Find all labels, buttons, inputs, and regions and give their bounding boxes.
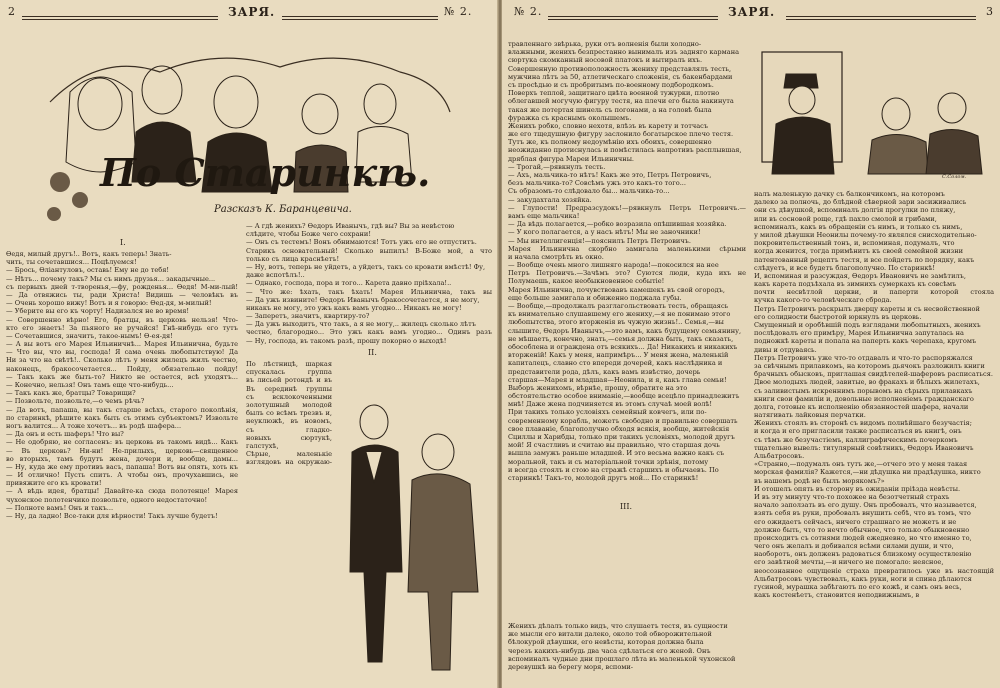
text-line: И, вспоминая и разсуждая, Ѳедоръ Ивановичъ не замѣтилъ, xyxy=(754,271,966,280)
text-line: далеко за полночь, до блѣдной сѣверной зари засиживались xyxy=(754,198,967,207)
story-title: По Старинкѣ. xyxy=(100,150,431,195)
right-text-column-1 xyxy=(508,40,746,482)
text-line: безъ мальчика-то? Совсѣмъ ужъ это какъ-то того... xyxy=(508,179,686,188)
text-line: — Да вотъ, папаша, вы такъ старше всѣхъ, старого поколѣнія, xyxy=(6,405,238,414)
text-line: — Позвольте, позвольте,—о чемъ рѣчь? xyxy=(6,397,145,406)
text-line: Женихъ робко, словно нехотя, влѣзъ въ карету и тотчасъ xyxy=(508,121,709,130)
text-line: съ гладко- xyxy=(246,425,332,434)
text-line: по старинкѣ, рѣшите какъ быть съ этимъ субъектомъ? Извольте xyxy=(6,413,238,422)
text-line: вспоминалъ чудные дни прошлаго лѣта въ маленькой чухонской xyxy=(508,654,736,663)
text-line: Ѳедя, милый другъ!.. Вотъ, какъ теперь! Знать- xyxy=(6,250,172,258)
text-line: брачныхъ обысковъ, приглашая свидѣтелей-шаферовъ расписаться. xyxy=(754,370,993,379)
text-line: старшая—Марея и младшая—Неонила, и я, какъ глава семьи! xyxy=(508,375,727,384)
text-line: — Такъ какъ же быть-то? Никто не остается, всѣ уходятъ... xyxy=(6,372,238,381)
text-line: послѣдовалъ его примѣру, Марея Ильинична запуталась на xyxy=(754,329,964,338)
text-line: — У кого полагается, а у насъ нѣтъ! Мы не заночники! xyxy=(508,228,701,237)
text-line: деревушкѣ на берегу моря, вспоми- xyxy=(508,662,634,671)
text-line: Петръ Петровичъ.—Зачѣмъ это? Суются люди, куда ихъ не xyxy=(508,269,746,278)
left-page xyxy=(0,0,498,688)
text-line: — Трогай,—рявкнулъ тесть. xyxy=(508,162,606,171)
text-line: Петръ Петровичъ уже что-то отдавалъ и что-то распоряжался xyxy=(754,353,973,362)
artist-signature: С.Солом. xyxy=(942,174,967,180)
text-line: Петръ Петровичъ раскрылъ дверцу кареты и съ несвойственной xyxy=(754,304,980,313)
text-line: слѣдите, чтобы Боже чего сохрани! xyxy=(246,230,371,239)
text-line: дивы и отдуваясь. xyxy=(754,345,817,354)
text-line: Выборъ женихомъ, вѣрнѣе, прошу, обратите на это xyxy=(508,383,688,392)
text-line: вспоминалъ, какъ въ обращеніи съ нимъ, и только съ нимъ, xyxy=(754,222,963,231)
text-line: — Въ церковь? Ни-ни! Не-прилыхъ, церковь—священное xyxy=(6,446,238,455)
text-line: И въ эту минуту что-то похожее на безотчетный страхъ xyxy=(754,492,950,501)
text-line: Старикъ основательный! Сколько выпилъ! В-Боже мой, а что xyxy=(246,246,492,255)
text-line: галстухѣ, xyxy=(246,441,279,450)
text-line: — Да онъ и есть шаферъ! Что вы? xyxy=(6,430,124,439)
text-line: спускалась группа xyxy=(246,368,332,377)
text-line: Женихъ дѣлалъ только видъ, что слушаетъ тестя, въ сущности xyxy=(508,622,728,630)
text-line: или въ сосновой роще, гдѣ пахло смолой и грибами, xyxy=(754,214,937,223)
text-line: подножкѣ кареты и попала на паперть какъ черепаха, кругомъ xyxy=(754,337,977,346)
text-line: у милой дѣвушки Неонилы почему-то являлся снисходительно- xyxy=(754,230,977,239)
text-line: даже вспотѣлъ!.. xyxy=(246,271,305,280)
text-line: представители рода, дѣлъ, какъ вамъ извѣстно, дочерь xyxy=(508,367,701,376)
text-line: за свѣчнымъ прилавкомъ, на которомъ дьячокъ разложилъ книги xyxy=(754,361,985,370)
text-line: — Ну, вотъ, теперь не уйдетъ, а уйдетъ, такъ со кровати вмѣстѣ! Фу, xyxy=(246,262,486,271)
text-line: же его тщедушную фигуру заслонило богатырское плечо тестя. xyxy=(508,130,734,139)
text-line: — Уберите вы его къ чорту! Надизался не во время! xyxy=(6,307,190,316)
text-line: Поверхъ теплой, защитнаго цвѣта военной тужурки, плотно xyxy=(508,89,720,98)
text-line: — Заперетъ, значитъ, квартиру-то? xyxy=(246,312,370,321)
groom-illustration xyxy=(332,392,490,682)
text-line: И отошелъ опять въ сторону въ ожиданіи пріѣзда невѣсты. xyxy=(754,484,961,493)
chapter-number: I. xyxy=(120,238,126,247)
text-line: почти несвѣтлой церкви, и паперти которой стояла xyxy=(754,288,994,297)
text-line: не мѣшаетъ, конечно, знать,—семья должна быть, такъ сказать, xyxy=(508,334,734,343)
header-rule xyxy=(22,16,218,20)
header-rule xyxy=(786,16,976,20)
text-line: Полумаешь, какое необыкновенное событіе! xyxy=(508,277,665,286)
text-line: такая же потертая шинель съ погонами, а на головѣ была xyxy=(508,105,712,114)
text-line: морская фамилія? Кажется,—ни дѣдушка ни прадѣдушка, никто xyxy=(754,468,981,477)
text-line: мнѣ! Даже жена подчиняется въ этомъ случаѣ моей волѣ! xyxy=(508,400,713,409)
text-line: патентованный рецептъ тестя, и все пойдетъ по порядку, какъ xyxy=(754,255,975,264)
text-line: взять себя въ руки, пробовалъ внушить себѣ, что въ томъ, что xyxy=(754,509,971,518)
text-line: Смущенный и оробѣвшій подъ взглядами любопытныхъ, женихъ xyxy=(754,321,981,329)
text-line: Женихъ стоялъ въ сторонѣ съ видомъ полнѣйшаго безучастія; xyxy=(754,419,972,428)
issue-number: № 2. xyxy=(444,5,473,18)
text-line: съ первыхъ дней т-творенья,—фу, рожденья... Ѳедя! М-ми-лый! xyxy=(6,282,238,291)
masthead: ЗАРЯ. xyxy=(728,5,776,19)
text-line: — закудахтала хозяйка. xyxy=(508,195,592,204)
text-line: Сѣрые, маленькіе xyxy=(246,450,332,459)
text-line: влажными, женихъ безпрестанно вынималъ изъ задняго кармана xyxy=(508,48,740,57)
text-line: еще больше замигала и обиженно поджала губы. xyxy=(508,293,682,302)
text-line: его завѣтной мечты,—и ничего не помогало: неясное, xyxy=(754,558,944,567)
text-line: въ нашемъ родѣ не былъ морякомъ?» xyxy=(754,476,885,485)
left-text-column-2b xyxy=(246,360,332,466)
text-line: мой! Я счастливъ и считаю вы правильно, что старшая дочь xyxy=(508,441,720,450)
text-line: и всегда стоялъ и стою на стражѣ старшихъ и обычаевъ. По xyxy=(508,465,719,474)
text-line: — Да отвяжись ты, ради Христа! Видишь — человѣкъ въ xyxy=(6,290,238,299)
text-line: золотушный молодой xyxy=(246,400,332,409)
text-line: начало заползать въ его душу. Онъ пробовалъ, что называется, xyxy=(754,501,977,510)
text-line: въ лисьей ротондѣ и въ xyxy=(246,376,332,385)
left-text-column-1 xyxy=(6,250,238,520)
text-line: книги свои фамиліи и, довольные исполненіемъ гражданскаго xyxy=(754,394,974,403)
text-line: — Ну, господа, въ такомъ разѣ, прошу покорно о выходѣ! xyxy=(246,336,447,345)
text-line: съ просѣдью и съ пробритымъ по-военному подбородкомъ. xyxy=(508,80,714,89)
right-page xyxy=(502,0,1000,688)
text-line: травленнаго звѣрька, руки отъ волненія были холодно- xyxy=(508,40,702,48)
text-line: гусиной, мурашка забѣгаютъ по его кожѣ, и самъ онъ весь, xyxy=(754,583,962,591)
text-line: любопытства, этого вторженія въ чужую жизнь!.. Семья,—вы xyxy=(508,318,724,327)
text-line: Совершенную противоположность жениху представлялъ тесть, xyxy=(508,64,732,73)
right-text-column-1b xyxy=(508,622,746,671)
text-line: «Странно,—подумалъ онъ тутъ же,—отчего это у меня такая xyxy=(754,460,968,469)
text-line: какъ карета подъѣхала въ зимнихъ сумеркахъ къ совсѣмъ xyxy=(754,280,957,289)
text-line: какъ костенѣетъ, становится неподвижнымъ, в xyxy=(754,591,920,600)
text-line: Марея Ильинична, почувствовавъ камешекъ въ свой огородъ, xyxy=(508,285,725,294)
text-line: вамъ еще мальчика! xyxy=(508,211,580,220)
text-line: кто его знаетъ! За пьяного не ручайся! Гнѣ-нибудь его тутъ xyxy=(6,323,238,332)
chapter-number: II. xyxy=(368,348,377,357)
text-line: — Да ужъ извините! Ѳедоръ Иванычъ бракосочетается, я не могу, xyxy=(246,295,480,304)
wedding-party-illustration xyxy=(40,42,460,227)
text-line: При такихъ только условіяхъ семейный ковчегъ, или по- xyxy=(508,408,707,417)
text-line: ногъ валится... А тоже хочетъ... въ родѣ шафера... xyxy=(6,421,182,430)
text-line: — Сочетавшися, значитъ, такое-нымъ! Ѳ-ея-дя! xyxy=(6,331,173,340)
text-line: — Нѣтъ... почему такъ? Мы съ нимъ друзья... закадычные... xyxy=(6,274,216,283)
text-line: во вторыхъ, тамъ будутъ жена, дочери и, вообще, дамы... xyxy=(6,454,238,463)
text-line: чить, ты сочетавшися... Поцѣлуемся! xyxy=(6,258,137,267)
text-line: чего онъ желалъ и добивался всѣми силами души, и что, xyxy=(754,542,954,551)
text-line: происходитъ съ сотнями людей ежедневно, но что именно то, xyxy=(754,533,972,542)
byline: Разсказъ К. Баранцевича. xyxy=(214,204,352,215)
text-line: съ заливистымъ искреннимъ порывомъ на сѣрыхъ прилавкахъ xyxy=(754,386,973,395)
text-line: неожиданно протиснулась и помѣстилась напротивъ расплывшая, xyxy=(508,146,742,155)
text-line: — Мы интеллигенція!—пояснилъ Петръ Петровичъ. xyxy=(508,236,691,245)
text-line: — А вѣдь идея, братцы! Давайте-ка сюда полотенце! Марея xyxy=(6,487,238,496)
text-line: Ни за что на свѣтѣ!.. Сколько лѣтъ у меня жилецъ жилъ честно, xyxy=(6,356,238,365)
page-number: 3 xyxy=(986,5,994,18)
text-line: фуражка съ краснымъ околышемъ. xyxy=(508,113,632,122)
text-line: Съ образомъ-то слѣдовало бы... мальчика-то... xyxy=(508,187,670,196)
text-line: современному корабль, можетъ свободно и правильно совершать xyxy=(508,416,738,425)
text-line: взглядовъ на окружаю xyxy=(246,458,332,467)
text-line: тщательно вывелъ: титулярный совѣтникъ, Ѳедоръ Ивановичъ xyxy=(754,443,974,452)
text-line: наконецъ, бракосочетается... Пойду, обязательно пойду! xyxy=(6,364,238,373)
text-line: — Брось, Ѳліантуловъ, оставь! Ему не до тебя! xyxy=(6,266,170,275)
text-line: — Полноте вамъ! Онъ и такъ... xyxy=(6,503,114,512)
text-line: только съ лица краснѣетъ! xyxy=(246,254,340,263)
text-line: старинкѣ! Такъ-то, молодой другъ мой... По старинкѣ! xyxy=(508,473,699,482)
text-line: дряблая фигура Мареи Ильиничны. xyxy=(508,154,635,163)
text-line: долга, готовые къ исполненію обязанностей шафера, начали xyxy=(754,402,969,411)
text-line: — Да вѣдь полагается,—робко возразила опѣшившая хозяйка. xyxy=(508,220,727,229)
text-line: былъ со всѣмъ трезвъ и, xyxy=(246,409,332,418)
text-line: должно быть, что то нечто обычное, что только обыкновенно xyxy=(754,525,970,534)
text-line: Тутъ же, къ полному недоумѣнію ихъ обоихъ, совершенно xyxy=(508,138,712,147)
text-line: новыхъ сюртукѣ, xyxy=(246,433,332,442)
issue-number: № 2. xyxy=(514,5,543,18)
text-line: съ тѣмъ же безучастіемъ, каллиграфическимъ почеркомъ xyxy=(754,435,958,444)
text-line: Сциллы и Харибды, только при такихъ условіяхъ, молодой другъ xyxy=(508,433,735,441)
page-number: 2 xyxy=(8,5,16,18)
text-line: моральной, такъ и съ матеріальной точки зрѣнія, потому xyxy=(508,457,709,466)
text-line: — Очень хорошо вижу! Вотъ и я говорю: Ѳед-дя, м-милый! xyxy=(6,299,212,308)
text-line: Марея Ильинична скорбно замигала маленькими сѣрыми xyxy=(508,244,746,253)
text-line: — Ну, куда же ему противъ васъ, папаша! Вотъ вы опять, хоть къ xyxy=(6,462,238,471)
text-line: — Онъ съ тестемъ! Вонъ обнимаются! Тотъ ужъ его не отпуститъ. xyxy=(246,238,477,247)
text-line: же мысли его витали далеко, около той обворожительной xyxy=(508,630,712,639)
text-line: слышите, Ѳедоръ Иванычъ,—это вамъ, какъ будущему семьянину, xyxy=(508,326,742,335)
text-line: съ всклокоченными xyxy=(246,392,332,401)
text-line: когда женится, тогда примѣнитъ къ своей семейной жизни xyxy=(754,247,963,256)
text-line: честно, благородно... Это ужъ какъ вамъ угодно... Одинъ разъ xyxy=(246,328,492,337)
text-line: кучка какого-то человѣческаго сброда. xyxy=(754,296,892,305)
text-line: свое плаваніе, благополучно обходя всякія, вообще, житейскія xyxy=(508,424,730,433)
text-line: обстоятельство особое вниманіе,—вообще всецѣло принадлежитъ xyxy=(508,392,740,401)
header-rule xyxy=(282,16,438,20)
masthead: ЗАРЯ. xyxy=(228,5,276,19)
text-line: чухонское полотенчико позвольте, одного недостаточно! xyxy=(6,495,208,504)
text-line: — Да ужъ выходитъ, что такъ, а я не могу,.. жилецъ сколько лѣтъ xyxy=(246,320,476,329)
text-line: вышла замужъ раньше младшей. И это весьма важно какъ съ xyxy=(508,449,725,458)
text-line: капиталецъ, славно сто впереди дочерей, какъ наслѣдника и xyxy=(508,359,723,368)
text-line: слѣдуетъ, и все будетъ благополучно. По старинкѣ! xyxy=(754,263,936,272)
text-line: налъ маленькую дачку съ балкончикомъ, на которомъ xyxy=(754,190,945,198)
text-line: — Такъ какъ же, братцы? Товарищи? xyxy=(6,389,136,398)
text-line: облегавшей могучую фигуру тестя, на плечи его была накинута xyxy=(508,97,734,106)
right-text-column-2 xyxy=(754,190,994,599)
header-rule xyxy=(548,16,718,20)
text-line: вторженій! Какъ у меня, напримѣръ... У меня жена, маленькій xyxy=(508,351,729,360)
text-line: — А вы вотъ его Марея Ильиничнѣ... Марея Ильинична, будьте xyxy=(6,340,238,349)
text-line: привяжите его къ кровати! xyxy=(6,479,102,488)
text-line: бѣлокурой дѣвушки, его невѣсты, которая должна была xyxy=(508,638,704,647)
text-line: мужчина лѣтъ за 50, атлетическаго сложенія, съ бакенбардами xyxy=(508,72,733,81)
text-line: его ожидаетъ сейчасъ, ничего страшнаго не можетъ и не xyxy=(754,517,957,526)
text-line: — И отлично! Пусть спитъ. А чтобы онъ, прочухавшись, не xyxy=(6,471,238,480)
text-line: По лѣстницѣ, шаркая xyxy=(246,360,332,368)
text-line: — Ахъ, мальчика-то нѣтъ! Какъ же это, Петръ Петровичъ, xyxy=(508,171,712,179)
text-line: — Совершенно вѣрно! Его, братцы, въ церковь нельзя! Что- xyxy=(6,315,238,324)
text-line: — Однако, господа, пора и того... Карета давно пріѣхала!.. xyxy=(246,279,452,288)
text-line: — Что вы, что вы, господа! Я сама очень любопытствую! Да xyxy=(6,348,238,357)
text-line: — Вообще очень много лишняго народа!—покосился на нее xyxy=(508,261,719,270)
text-line: неуклюжѣ, въ новомъ, xyxy=(246,417,332,426)
text-line: неосознанное ощущеніе страха превратилось уже въ настоящій xyxy=(754,566,994,575)
left-text-column-2 xyxy=(246,222,492,345)
text-line: Двое молодыхъ людей, завитые, во фракахъ и бѣлыхъ жилетахъ, xyxy=(754,378,980,387)
chapter-number: III. xyxy=(620,502,633,511)
text-line: — Конечно, нельзя! Онъ тамъ еще что-нибудь... xyxy=(6,381,174,389)
text-line: — Что же: ѣхать, такъ ѣхать! Марея Ильинична, такъ вы xyxy=(246,287,492,296)
text-line: — Глупости! Предразсудокъ!—рявкнулъ Петръ Петровичъ.— xyxy=(508,203,746,212)
text-line: — Ну, да ладно! Все-таки для вѣрности! Такъ лучше будетъ! xyxy=(6,512,218,520)
text-line: покровительственный тонъ, и, вспоминая, подумалъ, что xyxy=(754,239,955,248)
text-line: никакъ не могу, это ужъ какъ вамъ угодно... Никакъ не могу! xyxy=(246,303,462,312)
text-line: они съ дѣвушкой, вспоминалъ долгія прогулки по пляжу, xyxy=(754,206,956,215)
text-line: и когда и его пригласили также расписаться въ книгѣ, онъ xyxy=(754,427,962,436)
text-line: и начала смотрѣть въ окно. xyxy=(508,252,604,261)
text-line: — А гдѣ женихъ? Ѳедоръ Иванычъ, гдѣ вы? Вы за невѣстою xyxy=(246,222,455,230)
text-line: сюртука скомканный носовой платокъ и вытиралъ ихъ. xyxy=(508,56,703,65)
carriage-illustration xyxy=(756,44,994,184)
text-line: — Не одобряю, не согласенъ: въ церковь въ такомъ видѣ... Какъ xyxy=(6,438,238,447)
text-line: Альбатросовъ чувствовалъ, какъ руки, ноги и спина дѣлаются xyxy=(754,574,972,583)
text-line: наоборотъ, онъ долженъ радоваться близкому осуществленію xyxy=(754,550,972,559)
text-line: обособлена и ограждена отъ всякихъ... Да! Никакихъ и никакихъ xyxy=(508,342,738,351)
text-line: къ внимательно слушавшему его жениху,—я не понимаю этого xyxy=(508,310,731,319)
text-line: Альбатросовъ. xyxy=(754,452,805,460)
text-line: черезъ какихъ-нибудь два часа сдѣлаться его женой. Онъ xyxy=(508,646,711,655)
text-line: — Вообще,—продолжалъ разглагольствовать тесть, обращаясь xyxy=(508,302,729,310)
text-line: его солидности быстротой юркнулъ въ церковь. xyxy=(754,312,922,321)
text-line: натягивать лайковыя перчатки. xyxy=(754,411,866,420)
text-line: Въ серединѣ группы xyxy=(246,384,332,393)
